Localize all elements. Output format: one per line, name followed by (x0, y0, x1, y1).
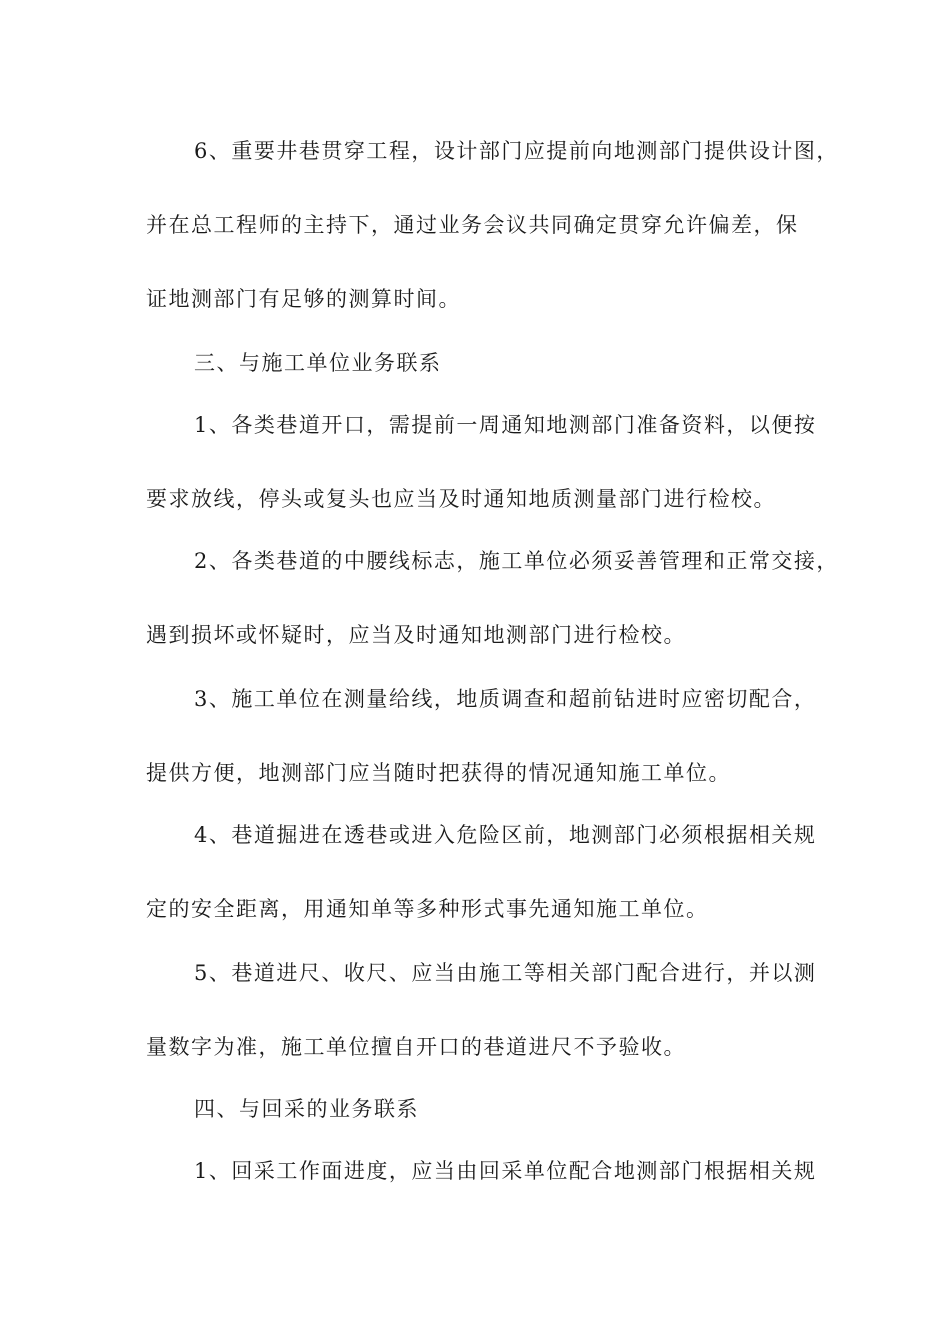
paragraph-3-4-line-2: 定的安全距离，用通知单等多种形式事先通知施工单位。 (146, 897, 709, 921)
paragraph-3-4-line-1: 4、巷道掘进在透巷或进入危险区前，地测部门必须根据相关规 (194, 823, 817, 847)
section-heading-4: 四、与回采的业务联系 (194, 1097, 419, 1121)
paragraph-6-line-3: 证地测部门有足够的测算时间。 (146, 287, 461, 311)
paragraph-6-line-1: 6、重要井巷贯穿工程，设计部门应提前向地测部门提供设计图， (194, 139, 839, 163)
paragraph-3-5-line-2: 量数字为准，施工单位擅自开口的巷道进尺不予验收。 (146, 1035, 686, 1059)
paragraph-3-5-line-1: 5、巷道进尺、收尺、应当由施工等相关部门配合进行，并以测 (194, 961, 817, 985)
section-heading-3: 三、与施工单位业务联系 (194, 351, 442, 375)
paragraph-3-2-line-1: 2、各类巷道的中腰线标志，施工单位必须妥善管理和正常交接， (194, 549, 839, 573)
paragraph-3-3-line-2: 提供方便，地测部门应当随时把获得的情况通知施工单位。 (146, 761, 731, 785)
paragraph-3-2-line-2: 遇到损坏或怀疑时，应当及时通知地测部门进行检校。 (146, 623, 686, 647)
paragraph-3-1-line-1: 1、各类巷道开口，需提前一周通知地测部门准备资料，以便按 (194, 413, 817, 437)
paragraph-4-1-line-1: 1、回采工作面进度，应当由回采单位配合地测部门根据相关规 (194, 1159, 817, 1183)
paragraph-3-3-line-1: 3、施工单位在测量给线，地质调查和超前钻进时应密切配合， (194, 687, 817, 711)
paragraph-3-1-line-2: 要求放线，停头或复头也应当及时通知地质测量部门进行检校。 (146, 487, 776, 511)
paragraph-6-line-2: 并在总工程师的主持下，通过业务会议共同确定贯穿允许偏差，保 (146, 213, 799, 237)
